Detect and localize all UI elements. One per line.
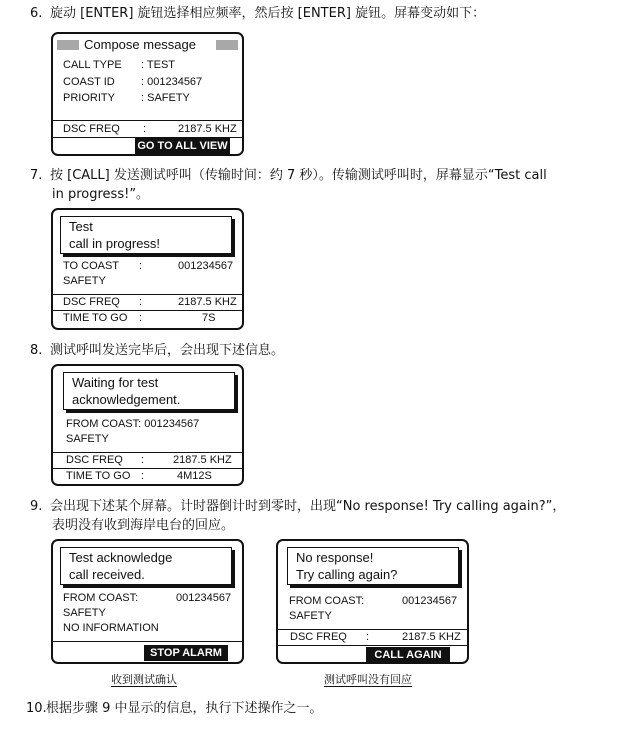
- test-call-in-progress-screen: [51, 208, 244, 330]
- to-coast-colon: :: [139, 260, 143, 272]
- time-to-go-colon: :: [141, 470, 145, 482]
- message-line-1: Waiting for test: [72, 375, 159, 390]
- dsc-freq-value: 2187.5 KHZ: [402, 631, 461, 643]
- divider: [53, 452, 242, 453]
- caption-no-response: 测试呼叫没有回应: [324, 673, 412, 686]
- dsc-freq-colon: :: [143, 123, 147, 135]
- message-line-2: Try calling again?: [296, 567, 398, 582]
- step-text-continued: 表明没有收到海岸电台的回应。: [52, 518, 235, 533]
- divider: [53, 468, 242, 469]
- title-bar-fill-right: [216, 40, 238, 50]
- divider: [278, 629, 467, 630]
- coast-id-label: COAST ID: [63, 76, 115, 88]
- acknowledge-received-screen: [51, 539, 244, 664]
- priority-safety: SAFETY: [289, 610, 332, 622]
- dsc-freq-colon: :: [141, 454, 145, 466]
- step-9: [30, 497, 600, 535]
- from-coast-label: FROM COAST:: [63, 592, 139, 604]
- message-line-1: Test acknowledge: [69, 550, 173, 565]
- caption-acknowledge-received: 收到测试确认: [111, 673, 177, 686]
- priority-value: : SAFETY: [141, 92, 190, 104]
- dsc-freq-colon: :: [139, 296, 143, 308]
- step-8: [30, 341, 284, 360]
- step-text: 根据步骤 9 中显示的信息，执行下述操作之一。: [46, 701, 323, 716]
- title-bar-fill-left: [57, 40, 79, 50]
- from-coast-value: 001234567: [176, 592, 232, 604]
- dsc-freq-label: DSC FREQ: [63, 123, 120, 135]
- message-line-2: acknowledgement.: [72, 392, 181, 407]
- time-to-go-colon: :: [139, 312, 143, 324]
- message-box: [287, 547, 459, 585]
- title-bar: [57, 38, 238, 52]
- divider: [53, 120, 242, 121]
- step-number: 9.: [30, 499, 43, 514]
- go-to-all-view-button[interactable]: GO TO ALL VIEW: [135, 138, 230, 154]
- from-coast-label: FROM COAST:: [289, 595, 365, 607]
- step-6: [30, 4, 485, 23]
- step-number: 6.: [30, 6, 43, 21]
- step-number: 8.: [30, 343, 43, 358]
- step-text: 旋动 [ENTER] 旋钮选择相应频率，然后按 [ENTER] 旋钮。屏幕变动如下：: [50, 6, 486, 21]
- no-information: NO INFORMATION: [63, 622, 159, 634]
- no-response-screen: [276, 539, 469, 664]
- message-line-1: No response!: [296, 550, 374, 565]
- priority-safety: SAFETY: [63, 275, 106, 287]
- divider: [53, 641, 242, 642]
- step-text: 会出现下述某个屏幕。计时器倒计时到零时，出现“No response! Try calling again?”，: [50, 499, 566, 514]
- step-text: 测试呼叫发送完毕后，会出现下述信息。: [50, 343, 285, 358]
- dsc-freq-label: DSC FREQ: [66, 454, 123, 466]
- call-type-label: CALL TYPE: [63, 59, 122, 71]
- divider: [53, 310, 242, 311]
- call-again-button[interactable]: CALL AGAIN: [366, 647, 450, 663]
- priority-label: PRIORITY: [63, 92, 115, 104]
- message-box: [60, 547, 232, 585]
- dsc-freq-value: 2187.5 KHZ: [178, 296, 237, 308]
- dsc-freq-colon: :: [366, 631, 370, 643]
- step-7: [30, 166, 590, 204]
- from-coast-value: 001234567: [402, 595, 458, 607]
- screen-title: Compose message: [84, 37, 196, 52]
- dsc-freq-label: DSC FREQ: [290, 631, 347, 643]
- step-text-continued: in progress!”。: [52, 187, 150, 202]
- step-text: 按 [CALL] 发送测试呼叫（传输时间：约 7 秒）。传输测试呼叫时，屏幕显示“Test call: [50, 168, 547, 183]
- time-to-go-value: 4M12S: [177, 470, 212, 482]
- dsc-freq-value: 2187.5 KHZ: [178, 123, 237, 135]
- to-coast-value: 001234567: [178, 260, 234, 272]
- time-to-go-label: TIME TO GO: [63, 312, 128, 324]
- compose-message-screen: [51, 32, 244, 156]
- divider: [53, 294, 242, 295]
- priority-safety: SAFETY: [66, 433, 109, 445]
- time-to-go-value: 7S: [202, 312, 216, 324]
- to-coast-label: TO COAST: [63, 260, 120, 272]
- message-line-2: call in progress!: [69, 236, 161, 251]
- step-number: 10.: [26, 701, 47, 716]
- from-coast: FROM COAST: 001234567: [66, 418, 200, 430]
- coast-id-value: : 001234567: [141, 76, 203, 88]
- waiting-acknowledgement-screen: [51, 364, 244, 486]
- stop-alarm-button[interactable]: STOP ALARM: [144, 645, 228, 661]
- dsc-freq-value: 2187.5 KHZ: [173, 454, 232, 466]
- message-box: [63, 372, 235, 410]
- priority-safety: SAFETY: [63, 607, 106, 619]
- step-10: [26, 699, 323, 718]
- time-to-go-label: TIME TO GO: [66, 470, 131, 482]
- step-number: 7.: [30, 168, 43, 183]
- dsc-freq-label: DSC FREQ: [63, 296, 120, 308]
- message-box: [60, 216, 232, 254]
- message-line-2: call received.: [69, 567, 145, 582]
- divider: [278, 645, 467, 646]
- message-line-1: Test: [69, 219, 93, 234]
- call-type-value: : TEST: [141, 59, 176, 71]
